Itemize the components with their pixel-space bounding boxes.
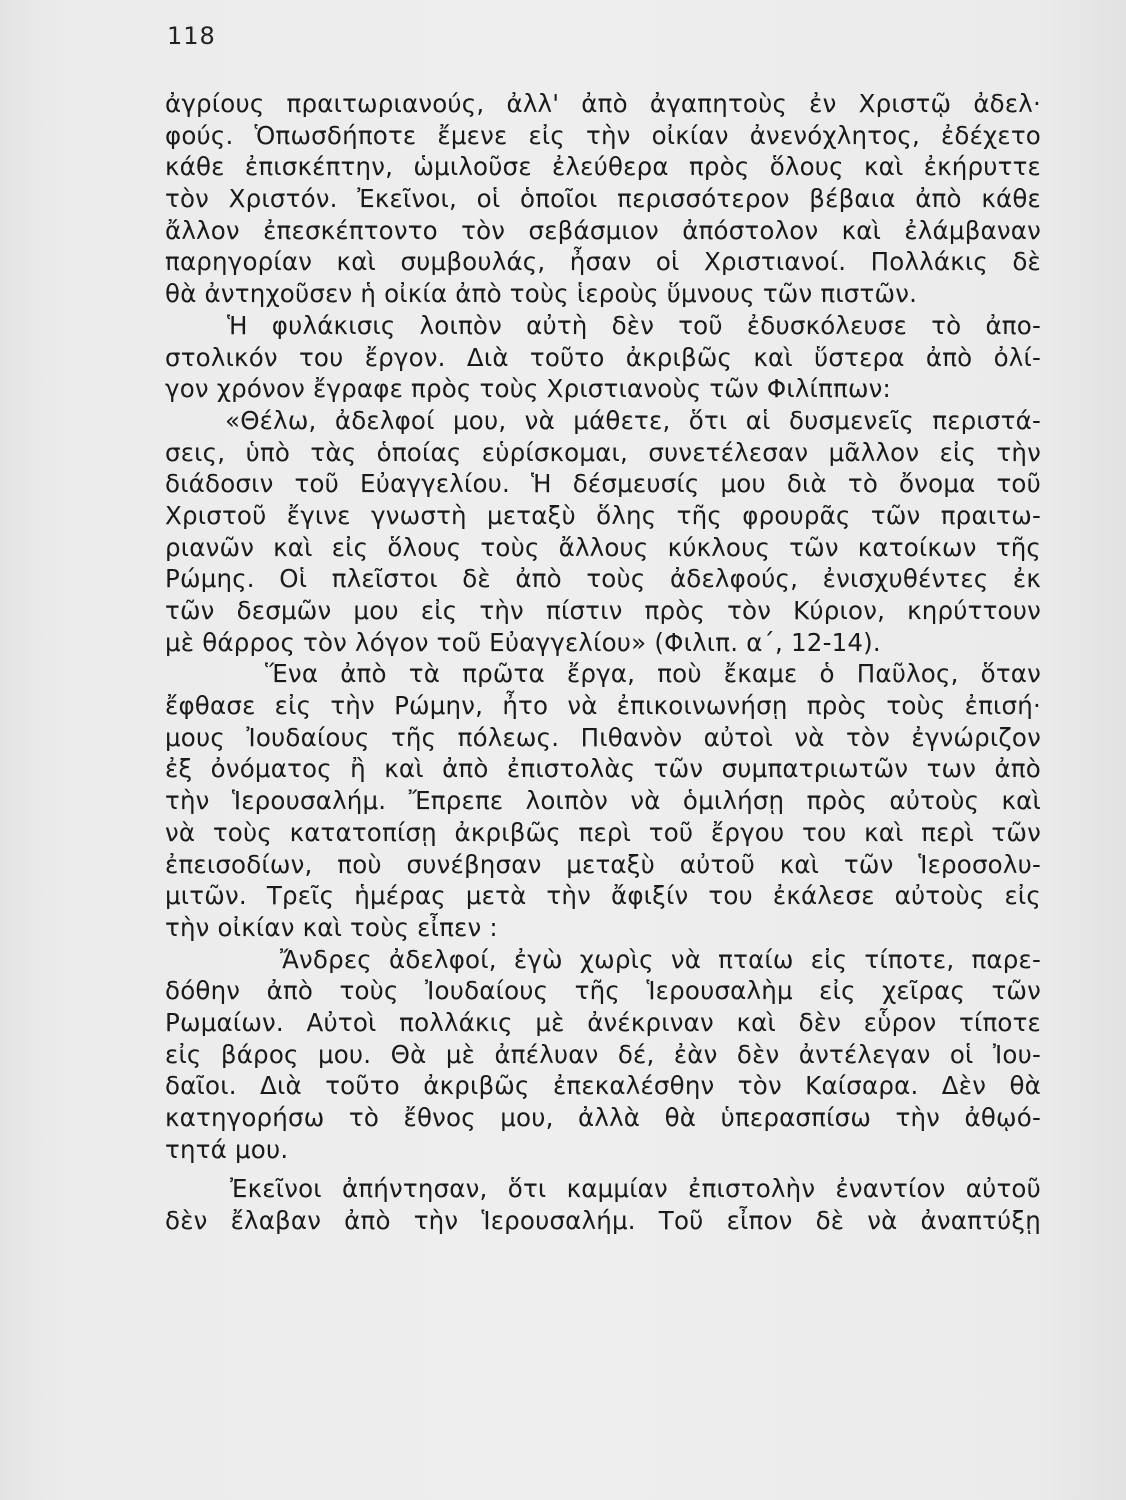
text-line: Ἡ φυλάκισις λοιπὸν αὐτὴ δὲν τοῦ ἐδυσκόλευσε τὸ ἀπο- <box>227 310 1041 340</box>
text-line: θὰ ἀντηχοῦσεν ἡ οἰκία ἀπὸ τοὺς ἱεροὺς ὕμνους τῶν πιστῶν. <box>165 279 918 309</box>
text-line: ἄλλον ἐπεσκέπτοντο τὸν σεβάσμιον ἀπόστολον καὶ ἐλάμβαναν <box>165 215 1041 245</box>
text-line: τῶν δεσμῶν μου εἰς τὴν πίστιν πρὸς τὸν Κύριον, κηρύττουν <box>165 596 1041 625</box>
text-line: τὴν Ἱερουσαλήμ. Ἔπρεπε λοιπὸν νὰ ὁμιλήσῃ πρὸς αὐτοὺς καὶ <box>165 786 1041 816</box>
text-line: δὲν ἔλαβαν ἀπὸ τὴν Ἱερουσαλήμ. Τοῦ εἶπον δὲ νὰ ἀναπτύξῃ <box>165 1206 1041 1236</box>
text-line: μους Ἰουδαίους τῆς πόλεως. Πιθανὸν αὐτοὶ νὰ τὸν ἐγνώριζον <box>165 722 1041 752</box>
text-line: ἐξ ὀνόματος ἢ καὶ ἀπὸ ἐπιστολὰς τῶν συμπατριωτῶν των ἀπὸ <box>165 754 1041 784</box>
text-line: παρηγορίαν καὶ συμβουλάς, ἦσαν οἱ Χριστιανοί. Πολλάκις δὲ <box>165 247 1041 277</box>
text-line: τητά μου. <box>165 1134 289 1164</box>
text-line: διάδοσιν τοῦ Εὐαγγελίου. Ἡ δέσμευσίς μου διὰ τὸ ὄνομα τοῦ <box>165 469 1041 499</box>
text-line: γον χρόνον ἔγραφε πρὸς τοὺς Χριστιανοὺς τῶν Φιλίππων: <box>165 374 892 404</box>
text-line: στολικόν του ἔργον. Διὰ τοῦτο ἀκριβῶς καὶ ὕστερα ἀπὸ ὀλί- <box>165 342 1041 372</box>
text-line: ἔφθασε εἰς τὴν Ρώμην, ἦτο νὰ ἐπικοινωνήσῃ πρὸς τοὺς ἐπισή· <box>165 691 1041 721</box>
text-line: ἐπεισοδίων, ποὺ συνέβησαν μεταξὺ αὐτοῦ καὶ τῶν Ἱεροσολυ- <box>165 849 1041 879</box>
text-line: τὸν Χριστόν. Ἐκεῖνοι, οἱ ὁποῖοι περισσότερον βέβαια ἀπὸ κάθε <box>165 184 1041 214</box>
text-line: Ἄνδρες ἀδελφοί, ἐγὼ χωρὶς νὰ πταίω εἰς τίποτε, παρε- <box>280 944 1041 974</box>
text-line: μὲ θάρρος τὸν λόγον τοῦ Εὐαγγελίου» (Φιλιπ. α΄, 12-14). <box>165 627 881 657</box>
text-line: νὰ τοὺς κατατοπίσῃ ἀκριβῶς περὶ τοῦ ἔργου του καὶ περὶ τῶν <box>165 817 1041 847</box>
text-line: δόθην ἀπὸ τοὺς Ἰουδαίους τῆς Ἱερουσαλὴμ εἰς χεῖρας τῶν <box>165 976 1041 1006</box>
text-line: «Θέλω, ἀδελφοί μου, νὰ μάθετε, ὅτι αἱ δυσμενεῖς περιστά- <box>225 405 1041 435</box>
text-line: Ρωμαίων. Αὐτοὶ πολλάκις μὲ ἀνέκριναν καὶ δὲν εὗρον τίποτε <box>165 1007 1041 1037</box>
text-line: ἀγρίους πραιτωριανούς, ἀλλ' ἀπὸ ἀγαπητοὺς ἐν Χριστῷ ἀδελ· <box>165 89 1041 118</box>
text-line: τὴν οἰκίαν καὶ τοὺς εἶπεν : <box>165 912 498 942</box>
text-line: εἰς βάρος μου. Θὰ μὲ ἀπέλυαν δέ, ἐὰν δὲν ἀντέλεγαν οἱ Ἰου- <box>165 1039 1041 1069</box>
text-line: Χριστοῦ ἔγινε γνωστὴ μεταξὺ ὅλης τῆς φρουρᾶς τῶν πραιτω- <box>165 500 1041 530</box>
text-line: κατηγορήσω τὸ ἔθνος μου, ἀλλὰ θὰ ὑπερασπίσω τὴν ἀθῳό- <box>165 1103 1041 1132</box>
page-number: 118 <box>167 22 216 50</box>
text-line: Ρώμης. Οἱ πλεῖστοι δὲ ἀπὸ τοὺς ἀδελφούς, ἐνισχυθέντες ἐκ <box>165 564 1041 594</box>
text-line: δαῖοι. Διὰ τοῦτο ἀκριβῶς ἐπεκαλέσθην τὸν Καίσαρα. Δὲν θὰ <box>165 1071 1041 1101</box>
text-line: ριανῶν καὶ εἰς ὅλους τοὺς ἄλλους κύκλους τῶν κατοίκων τῆς <box>165 532 1041 562</box>
text-line: Ἕνα ἀπὸ τὰ πρῶτα ἔργα, ποὺ ἔκαμε ὁ Παῦλος, ὅταν <box>265 659 1041 689</box>
text-line: μιτῶν. Τρεῖς ἡμέρας μετὰ τὴν ἄφιξίν του ἐκάλεσε αὐτοὺς εἰς <box>165 881 1041 911</box>
text-line: Ἐκεῖνοι ἀπήντησαν, ὅτι καμμίαν ἐπιστολὴν ἐναντίον αὐτοῦ <box>230 1174 1041 1204</box>
text-line: σεις, ὑπὸ τὰς ὁποίας εὑρίσκομαι, συνετέλεσαν μᾶλλον εἰς τὴν <box>165 437 1041 467</box>
body-text <box>165 88 1041 1237</box>
text-line: κάθε ἐπισκέπτην, ὡμιλοῦσε ἐλεύθερα πρὸς ὅλους καὶ ἐκήρυττε <box>165 152 1041 182</box>
text-line: φούς. Ὁπωσδήποτε ἔμενε εἰς τὴν οἰκίαν ἀνενόχλητος, ἐδέχετο <box>165 120 1041 150</box>
